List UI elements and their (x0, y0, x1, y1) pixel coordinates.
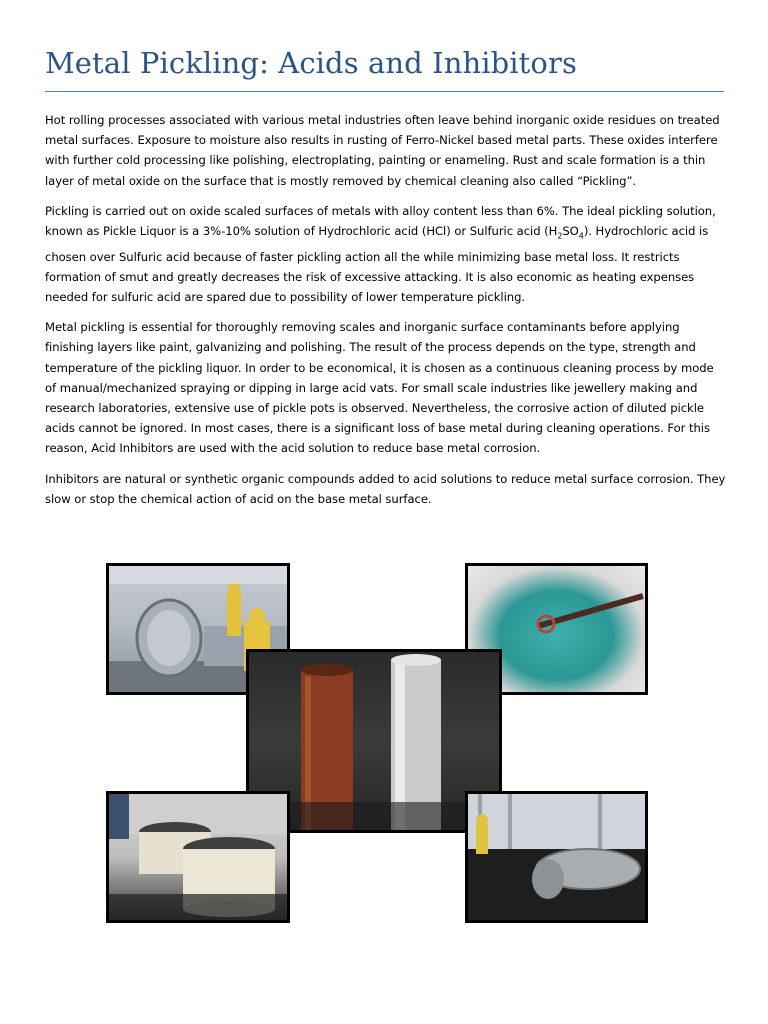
paragraph-inhibitors (45, 469, 727, 509)
paragraph-pickling (45, 201, 727, 307)
paragraph-pickling-text-end: ). Hydrochloric acid is chosen over Sulfuric acid because of faster pickling action all the while minimizing base metal loss. It restricts formation of smut and greatly decreases the risk of excessive attacking. It is also economic as heating expenses needed for sulfuric acid are spared due to possibility of lower temperature pickling. (45, 224, 709, 304)
subscript-4: 4 (578, 231, 584, 241)
title-underline (45, 91, 724, 92)
acid-vat-illustration (468, 794, 645, 920)
paragraph-process (45, 317, 727, 458)
formula-so: SO (562, 224, 579, 239)
paragraph-inhibitors-text: Inhibitors are natural or synthetic organic compounds added to acid solutions to reduce metal surface corrosion. They slow or stop the chemical action of acid on the base metal surface. (45, 471, 726, 506)
photo-pickle-pots (106, 791, 290, 923)
pickle-pots-illustration (109, 794, 287, 920)
body-text (45, 110, 727, 519)
page-title: Metal Pickling: Acids and Inhibitors (45, 46, 577, 80)
paragraph-process-text: Metal pickling is essential for thoroughly removing scales and inorganic surface contaminants before applying finishing layers like paint, galvanizing and polishing. The result of the process depends on the type, strength and temperature of the pickling liquor. In order to be economical, it is chosen as a continuous cleaning process by mode of manual/mechanized spraying or dipping in large acid vats. For small scale industries like jewellery making and research laboratories, extensive use of pickle pots is observed. Nevertheless, the corrosive action of diluted pickle acids cannot be ignored. In most cases, there is a significant loss of base metal during cleaning operations. For this reason, Acid Inhibitors are used with the acid solution to reduce base metal corrosion. (45, 320, 714, 456)
paragraph-intro (45, 110, 727, 191)
paragraph-pickling-text: Pickling is carried out on oxide scaled surfaces of metals with alloy content less than 6%. The ideal pickling solution, known as Pickle Liquor is a 3%-10% solution of Hydrochloric acid (HCl) or Sulfuric acid (H (45, 203, 716, 239)
paragraph-intro-text: Hot rolling processes associated with various metal industries often leave behind inorganic oxide residues on treated metal surfaces. Exposure to moisture also results in rusting of Ferro-Nickel based metal parts. These oxides interfere with further cold processing like polishing, electroplating, painting or enameling. Rust and scale formation is a thin layer of metal oxide on the surface that is mostly removed by chemical cleaning also called “Pickling”. (45, 113, 720, 188)
photo-acid-vat (465, 791, 648, 923)
subscript-2: 2 (557, 231, 563, 241)
